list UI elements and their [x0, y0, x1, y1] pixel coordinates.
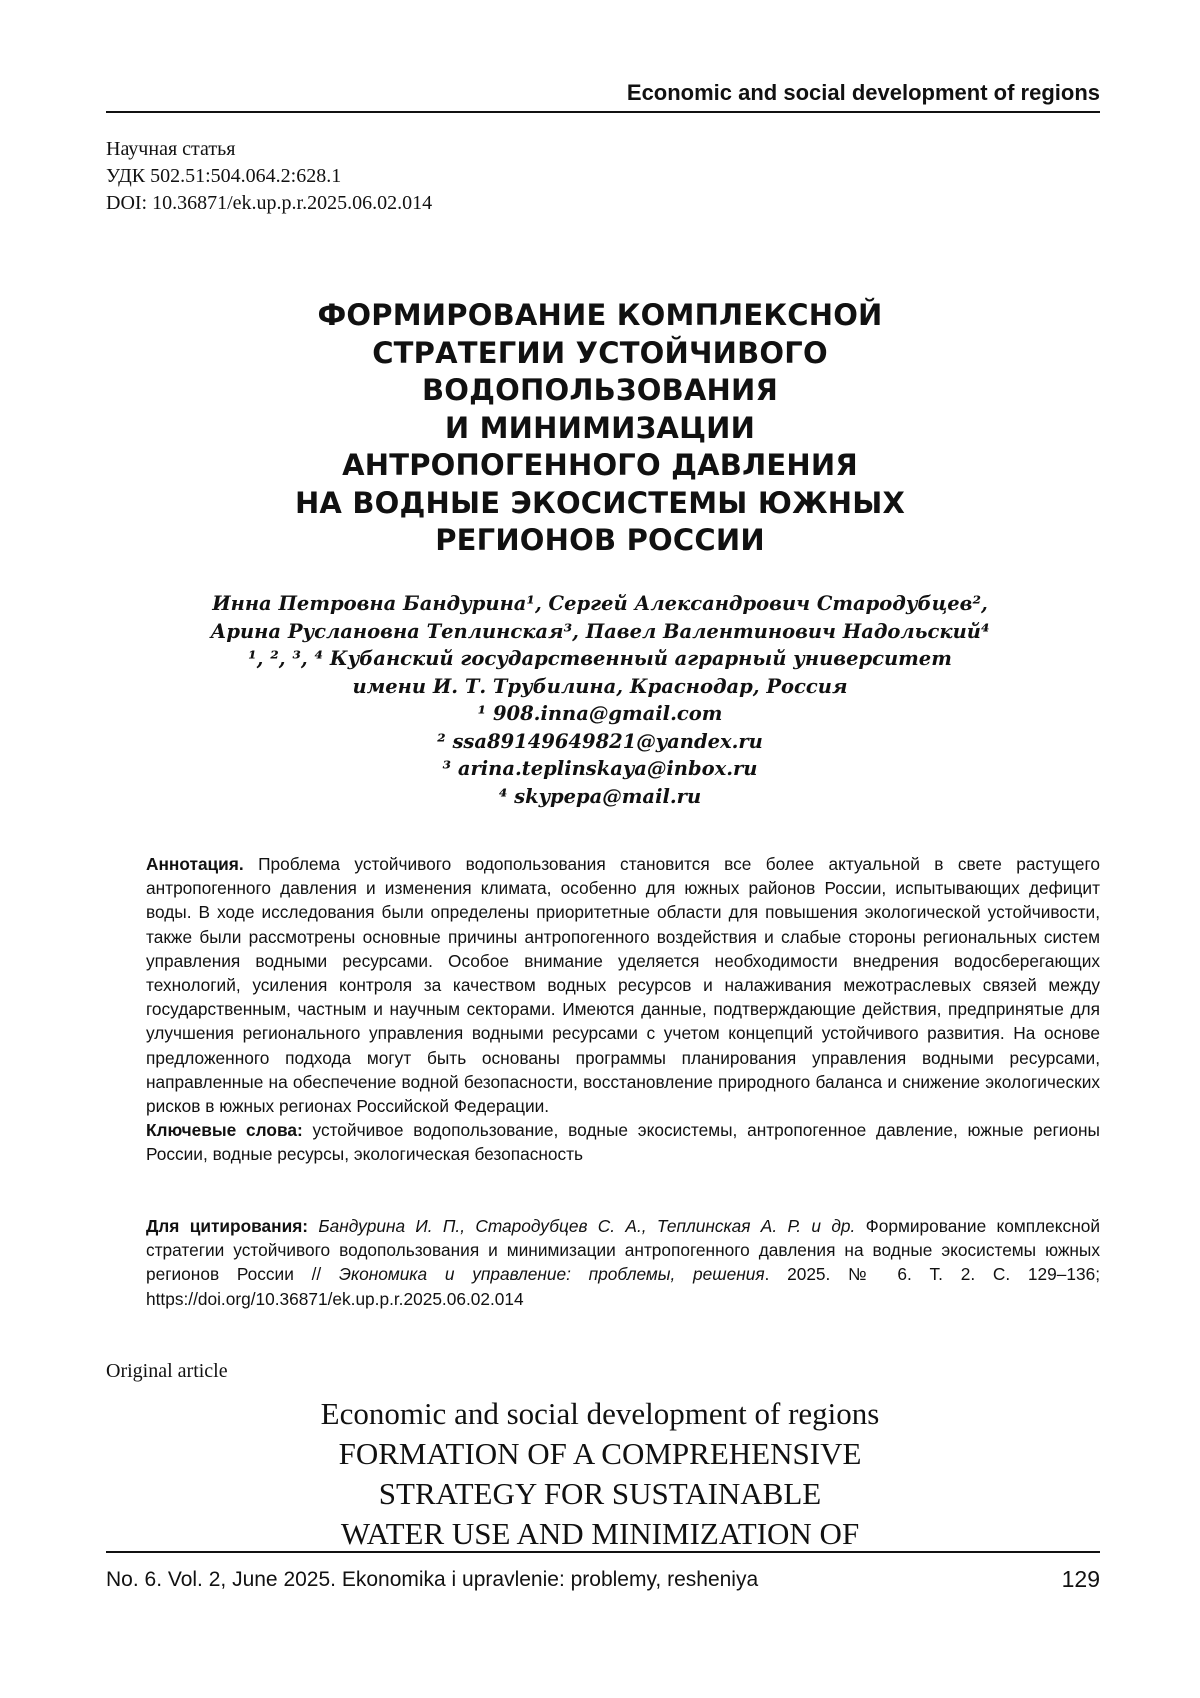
original-article-label: Original article	[106, 1360, 228, 1382]
keywords-label: Ключевые слова:	[146, 1120, 303, 1141]
affiliation-line: имени И. Т. Трубилина, Краснодар, Россия	[352, 674, 848, 698]
title-line: ВОДОПОЛЬЗОВАНИЯ	[421, 373, 779, 407]
title-line: АНТРОПОГЕННОГО ДАВЛЕНИЯ	[342, 448, 858, 482]
citation-paragraph	[106, 1214, 1100, 1311]
title-russian	[0, 297, 1200, 560]
citation-details: . 2025. № 6. Т. 2. С. 129–136; https://doi.org/10.36871/ek.up.p.r.2025.06.02.014	[146, 1264, 1100, 1309]
citation-authors: Бандурина И. П., Стародубцев С. А., Теплинская А. Р. и др.	[308, 1216, 856, 1236]
email-line: ² ssa89149649821@yandex.ru	[437, 729, 763, 753]
title-line: НА ВОДНЫЕ ЭКОСИСТЕМЫ ЮЖНЫХ	[294, 485, 906, 520]
authors-line: Инна Петровна Бандурина¹, Сергей Александрович Стародубцев²,	[212, 592, 988, 615]
abstract-block	[106, 852, 1100, 1167]
keywords-paragraph	[106, 1118, 1100, 1166]
abstract-label: Аннотация.	[146, 854, 244, 874]
authors-block	[0, 590, 1200, 810]
authors-line: Арина Руслановна Теплинская³, Павел Валентинович Надольский⁴	[210, 619, 990, 643]
keywords-text: устойчивое водопользование, водные экосистемы, антропогенное давление, южные регионы России, водные ресурсы, экологическая безопасность	[146, 1120, 1100, 1165]
abstract-text: Проблема устойчивого водопользования становится все более актуальной в свете растущего антропогенного давления и изменения климата, особенно для южных районов России, испытывающих дефицит воды. В ходе исследования были определены приоритетные области для повышения экологической устойчивости, также были рассмотрены основные причины антропогенного воздействия и слабые стороны региональных систем управления водными ресурсами. Особое внимание уделяется необходимости внедрения водосберегающих технологий, усиления контроля за качеством водных ресурсов и налаживания межотраслевых связей между государственным, частным и научным секторами. Имеются данные, подтверждающие действия, предпринятые для улучшения регионального управления водными ресурсами с учетом концепций устойчивого развития. На основе предложенного подхода могут быть основаны программы планирования управления водными ресурсами, направленные на обеспечение водной безопасности, восстановление природного баланса и снижение экологических рисков в южных регионах Российской Федерации.	[146, 854, 1100, 1117]
section-line: Economic and social development of regions	[320, 1396, 880, 1431]
page-number: 129	[1061, 1566, 1100, 1592]
citation-journal: Экономика и управление: проблемы, решения	[338, 1264, 765, 1285]
header-rule	[106, 111, 1100, 113]
title-line: ФОРМИРОВАНИЕ КОМПЛЕКСНОЙ	[317, 298, 883, 332]
article-type: Научная статья	[106, 138, 236, 160]
citation-block	[106, 1214, 1100, 1311]
abstract-paragraph	[106, 852, 1100, 1118]
title-line: И МИНИМИЗАЦИИ	[444, 410, 756, 445]
affiliation-line: ¹, ², ³, ⁴ Кубанский государственный аграрный университет	[248, 647, 952, 670]
footer-issue: No. 6. Vol. 2, June 2025. Ekonomika i upravlenie: problemy, resheniya	[106, 1568, 759, 1591]
title-line: WATER USE AND MINIMIZATION OF	[340, 1516, 860, 1551]
citation-label: Для цитирования:	[146, 1216, 309, 1236]
title-line: СТРАТЕГИИ УСТОЙЧИВОГО	[372, 335, 828, 370]
title-line: РЕГИОНОВ РОССИИ	[435, 523, 765, 557]
footer-rule	[106, 1551, 1100, 1553]
email-line: ³ arina.teplinskaya@inbox.ru	[442, 757, 758, 780]
title-line: FORMATION OF A COMPREHENSIVE	[338, 1436, 862, 1471]
citation-text: Формирование комплексной стратегии устойчивого водопользования и минимизации антропогенного давления на водные экосистемы южных регионов России //	[146, 1216, 1101, 1285]
email-line: ⁴ skypepa@mail.ru	[498, 784, 702, 808]
doi: DOI: 10.36871/ek.up.p.r.2025.06.02.014	[106, 192, 433, 214]
title-line: STRATEGY FOR SUSTAINABLE	[378, 1476, 822, 1511]
email-line: ¹ 908.inna@gmail.com	[477, 702, 723, 725]
udc-code: УДК 502.51:504.064.2:628.1	[106, 165, 342, 187]
title-english	[0, 1394, 1200, 1554]
article-meta	[106, 136, 432, 217]
running-header: Economic and social development of regions	[626, 80, 1100, 105]
